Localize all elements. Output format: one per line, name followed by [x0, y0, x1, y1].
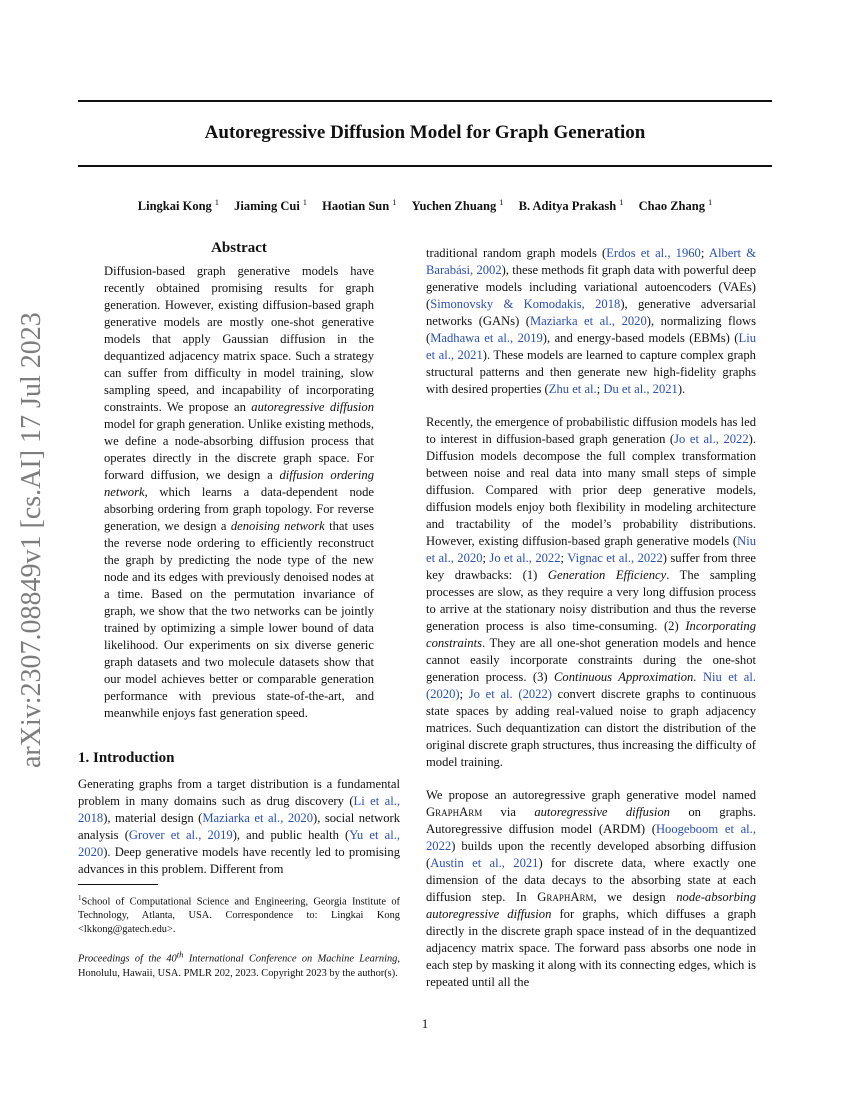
footnote-proceedings: Proceedings of the 40th International Conference on Machine Learning, Honolulu, Hawaii, USA. PMLR 202, 2023. Copyright 2023 by the author(s). — [78, 949, 400, 979]
abstract-text: Diffusion-based graph generative models have recently obtained promising results for graph generation. However, existing diffusion-based graph generative models are mostly one-shot generative models that apply Gaussian diffusion in the dequantized adjacency matrix space. Such a strategy can suffer from difficulty in model training, slow sampling speed, and incapability of incorporating constraints. We propose an autoregressive diffusion model for graph generation. Unlike existing methods, we define a node-absorbing diffusion process that operates directly in the discrete graph space. For forward diffusion, we design a diffusion ordering network, which learns a data-dependent node absorbing ordering from graph topology. For reverse generation, we design a denoising network that uses the reverse node ordering to efficiently reconstruct the graph by predicting the node type of the new node and its edges with previously denoised nodes at a time. Based on the permutation invariance of graph, we show that the two networks can be jointly trained by optimizing a simple lower bound of data likelihood. Our experiments on six diverse generic graph datasets and two molecule datasets show that our model achieves better or comparable generation performance with previous state-of-the-art, and meanwhile enjoys fast generation speed. — [104, 264, 375, 720]
author: Yuchen Zhuang $^1$ — [411, 197, 504, 214]
author: Haotian Sun $^1$ — [322, 197, 397, 214]
citation-link[interactable]: Hoogeboom et al., 2022 — [426, 822, 756, 853]
citation-link[interactable]: Madhawa et al., 2019 — [430, 331, 543, 345]
introduction-heading: 1. Introduction — [78, 750, 175, 766]
arxiv-identifier-stamp: arXiv:2307.08849v1 [cs.AI] 17 Jul 2023 — [16, 312, 47, 768]
author: Chao Zhang $^1$ — [638, 197, 713, 214]
citation-link[interactable]: Maziarka et al., 2020 — [202, 811, 314, 825]
citation-link[interactable]: Li et al., 2018 — [78, 794, 401, 825]
author: Lingkai Kong $^1$ — [137, 197, 220, 214]
author: Jiaming Cui $^1$ — [234, 197, 308, 214]
citation-link[interactable]: Albert & Barabási, 2002 — [426, 246, 756, 277]
citation-link[interactable]: Simonovsky & Komodakis, 2018 — [430, 297, 621, 311]
citation-link[interactable]: Erdos et al., 1960 — [606, 246, 701, 260]
footnote-affiliation: $^1$School of Computational Science and Engineering, Georgia Institute of Technology, Atlanta, USA. Correspondence to: Lingkai Kong <lkkong@gatech.edu>. — [78, 894, 400, 936]
citation-link[interactable]: Niu et al. (2020) — [426, 670, 756, 701]
paper-title: Autoregressive Diffusion Model for Graph Generation — [204, 122, 646, 143]
author: B. Aditya Prakash $^1$ — [518, 197, 624, 214]
citation-link[interactable]: Yu et al., 2020 — [78, 828, 400, 859]
citation-link[interactable]: Maziarka et al., 2020 — [529, 314, 647, 328]
citation-link[interactable]: Liu et al., 2021 — [426, 331, 756, 362]
citation-link[interactable]: Austin et al., 2021 — [430, 856, 539, 870]
method-name: GraphArm — [426, 805, 483, 819]
footnote-rule — [78, 884, 158, 885]
left-column — [78, 240, 400, 981]
citation-link[interactable]: Jo et al., 2022 — [489, 551, 561, 565]
body-paragraph: We propose an autoregressive graph generative model named GraphArm via autoregressive diffusion on graphs. Autoregressive diffusion model (ARDM) (Hoogeboom et al., 2022) builds upon the recently developed absorbing diffusion (Austin et al., 2021) for discrete data, where exactly one dimension of the data decays to the absorbing state at each diffusion step. In GraphArm, we design node-absorbing autoregressive diffusion for graphs, which diffuses a graph directly in the discrete graph space instead of in the dequantized adjacency matrix space. The forward pass absorbs one node in each step by masking it along with its connecting edges, which is repeated until all the — [426, 788, 756, 989]
author-list — [78, 197, 772, 214]
citation-link[interactable]: Jo et al. (2022) — [468, 687, 552, 701]
body-paragraph: Recently, the emergence of probabilistic diffusion models has led to interest in diffusion-based graph generation (Jo et al., 2022). Diffusion models decompose the full complex transformation between noise and real data into many small steps of simple diffusion. Compared with prior deep generative models, diffusion models enjoy both flexibility in modeling architecture and tractability of the model’s probability distributions. However, existing diffusion-based graph generative models (Niu et al., 2020; Jo et al., 2022; Vignac et al., 2022) suffer from three key drawbacks: (1) Generation Efficiency. The sampling processes are slow, as they require a very long diffusion process to arrive at the stationary noisy distribution and thus the reverse generation process is also time-consuming. (2) Incorporating constraints. They are all one-shot generation models and hence cannot easily incorporate constraints during the one-shot generation process. (3) Continuous Approximation. Niu et al. (2020); Jo et al. (2022) convert discrete graphs to continuous state spaces by adding real-valued noise to graph adjacency matrices. Such dequantization can distort the distribution of the original discrete graph structures, thus increasing the difficulty of model training. — [426, 415, 756, 769]
citation-link[interactable]: Zhu et al. — [548, 382, 597, 396]
right-column — [426, 245, 756, 1007]
title-top-rule — [78, 100, 772, 102]
citation-link[interactable]: Vignac et al., 2022 — [567, 551, 663, 565]
citation-link[interactable]: Grover et al., 2019 — [128, 828, 233, 842]
page-number: 1 — [421, 1017, 429, 1031]
citation-link[interactable]: Du et al., 2021 — [603, 382, 678, 396]
body-paragraph: traditional random graph models (Erdos et al., 1960; Albert & Barabási, 2002), these methods fit graph data with powerful deep generative models including variational autoencoders (VAEs) (Simonovsky & Komodakis, 2018), generative adversarial networks (GANs) (Maziarka et al., 2020), normalizing flows (Madhawa et al., 2019), and energy-based models (EBMs) (Liu et al., 2021). These models are learned to capture complex graph structural patterns and then generate new high-fidelity graphs with desired properties (Zhu et al.; Du et al., 2021). — [426, 246, 756, 396]
intro-paragraph: Generating graphs from a target distribution is a fundamental problem in many domains such as drug discovery (Li et al., 2018), material design (Maziarka et al., 2020), social network analysis (Grover et al., 2019), and public health (Yu et al., 2020). Deep generative models have recently led to promising advances in this problem. Different from — [78, 777, 401, 876]
method-name: GraphArm — [537, 890, 594, 904]
title-bottom-rule — [78, 165, 772, 167]
abstract-heading: Abstract — [211, 240, 267, 256]
citation-link[interactable]: Jo et al., 2022 — [674, 432, 749, 446]
citation-link[interactable]: Niu et al., 2020 — [426, 534, 756, 565]
